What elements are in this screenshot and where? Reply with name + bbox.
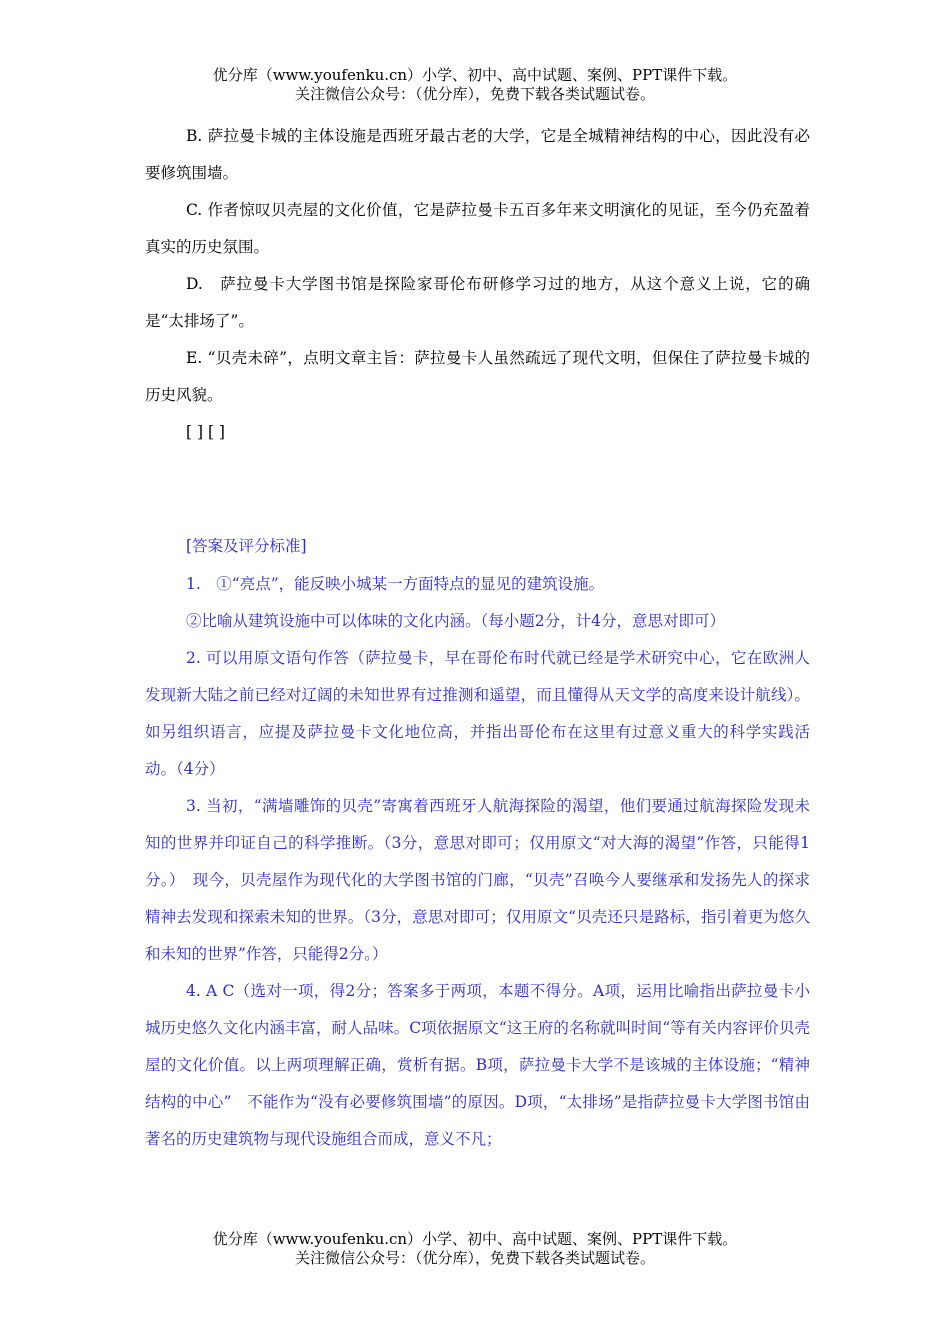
- option-d: D. 萨拉曼卡大学图书馆是探险家哥伦布研修学习过的地方，从这个意义上说，它的确是“太排场了”。: [145, 275, 810, 330]
- header-line-2: 关注微信公众号：（优分库），免费下载各类试题试卷。: [294, 85, 655, 103]
- option-b: B. 萨拉曼卡城的主体设施是西班牙最古老的大学，它是全城精神结构的中心，因此没有必要修筑围墙。: [145, 127, 810, 182]
- option-e: E. “贝壳未碎”，点明文章主旨：萨拉曼卡人虽然疏远了现代文明，但保住了萨拉曼卡城的历史风貌。: [145, 349, 810, 404]
- header-line-1: 优分库（www.youfenku.cn）小学、初中、高中试题、案例、PPT课件下载。: [212, 66, 738, 84]
- footer-line-2: 关注微信公众号：（优分库），免费下载各类试题试卷。: [294, 1249, 655, 1267]
- spacer: [145, 451, 810, 528]
- page-footer: [0, 1230, 950, 1268]
- answer-blanks: [ ] [ ]: [186, 423, 225, 441]
- footer-line-1: 优分库（www.youfenku.cn）小学、初中、高中试题、案例、PPT课件下载。: [212, 1230, 738, 1248]
- answer-heading: [答案及评分标准]: [186, 537, 307, 555]
- answer-4: 4. A C（选对一项，得2分；答案多于两项，本题不得分。A项，运用比喻指出萨拉曼卡小城历史悠久文化内涵丰富，耐人品味。C项依据原文“这王府的名称就叫时间“等有关内容评价贝壳屋的文化价值。以上两项理解正确，赏析有据。B项，萨拉曼卡大学不是该城的主体设施；“精神结构的中心” 不能作为“没有必要修筑围墙”的原因。D项，“太排场”是指萨拉曼卡大学图书馆由著名的历史建筑物与现代设施组合而成，意义不凡；: [145, 982, 810, 1148]
- answer-2: 2. 可以用原文语句作答（萨拉曼卡，早在哥伦布时代就已经是学术研究中心，它在欧洲人发现新大陆之前已经对辽阔的未知世界有过推测和遥望，而且懂得从天文学的高度来设计航线）。如另组织语言，应提及萨拉曼卡文化地位高，并指出哥伦布在这里有过意义重大的科学实践活动。（4分）: [145, 649, 810, 778]
- answer-1-part-1: 1. ①“亮点”，能反映小城某一方面特点的显见的建筑设施。: [186, 575, 605, 593]
- page-header: [0, 66, 950, 104]
- option-c: C. 作者惊叹贝壳屋的文化价值，它是萨拉曼卡五百多年来文明演化的见证，至今仍充盈着真实的历史氛围。: [145, 201, 810, 256]
- answer-1-part-2: ②比喻从建筑设施中可以体味的文化内涵。（每小题2分，计4分，意思对即可）: [186, 612, 725, 630]
- answer-section: [145, 528, 810, 1158]
- answer-3: 3. 当初，“满墙雕饰的贝壳”寄寓着西班牙人航海探险的渴望，他们要通过航海探险发现未知的世界并印证自己的科学推断。（3分，意思对即可；仅用原文“对大海的渴望”作答，只能得1分。） 现今，贝壳屋作为现代化的大学图书馆的门廊，“贝壳”召唤今人要继承和发扬先人的探求精神去发现和探索未知的世界。（3分，意思对即可；仅用原文“贝壳还只是路标，指引着更为悠久和未知的世界”作答，只能得2分。）: [145, 797, 810, 963]
- document-body: [145, 118, 810, 1158]
